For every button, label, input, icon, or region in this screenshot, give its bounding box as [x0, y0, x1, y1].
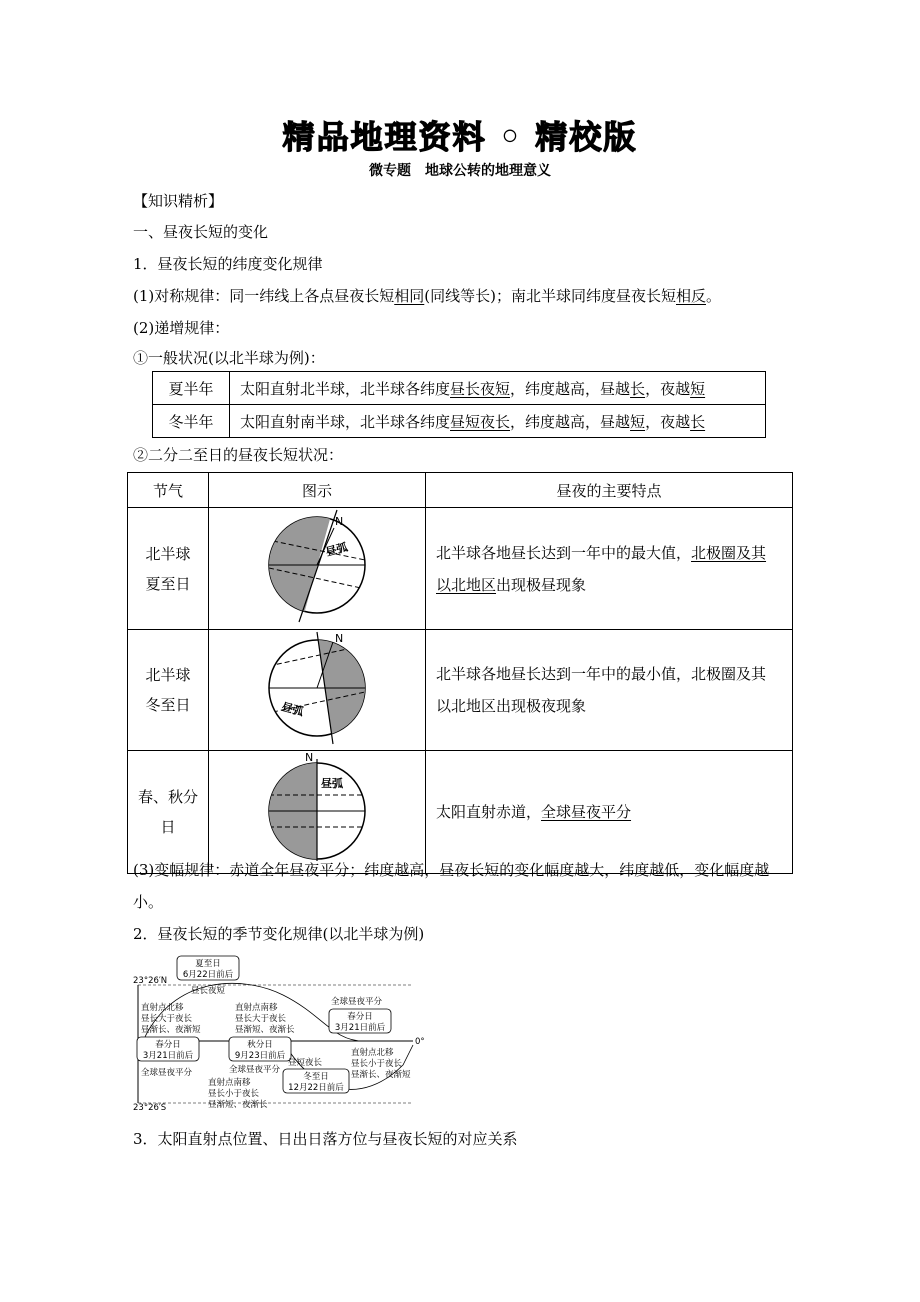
svg-text:春分日: 春分日 — [347, 1012, 373, 1022]
lat-north-label: 23°26′N — [133, 976, 168, 986]
svg-text:春分日: 春分日 — [155, 1040, 181, 1050]
heading-1: 一、昼夜长短的变化 — [133, 223, 269, 241]
svg-text:3月21日前后: 3月21日前后 — [142, 1051, 194, 1061]
heading-1-3: 3．太阳直射点位置、日出日落方位与昼夜长短的对应关系 — [133, 1130, 518, 1148]
table-row: 春、秋分 日 N 昼弧 太阳直射赤道，全球昼夜平分 — [128, 751, 793, 874]
svg-text:全球昼夜平分: 全球昼夜平分 — [229, 1065, 281, 1075]
table-row: 夏半年 太阳直射北半球，北半球各纬度昼长夜短，纬度越高，昼越长，夜越短 — [153, 372, 766, 405]
rule-amplitude: (3)变幅规律：赤道全年昼夜平分；纬度越高，昼夜长短的变化幅度越大，纬度越低，变化幅度越小。 — [133, 861, 770, 911]
section-tag: 【知识精析】 — [133, 192, 224, 210]
seasonal-diagram — [133, 955, 433, 1113]
general-case: ①一般状况(以北半球为例)： — [133, 349, 325, 367]
svg-text:昼长小于夜长: 昼长小于夜长 — [208, 1089, 260, 1099]
table-header: 节气 图示 昼夜的主要特点 — [128, 473, 793, 508]
svg-text:直射点北移: 直射点北移 — [351, 1048, 394, 1058]
svg-text:昼长小于夜长: 昼长小于夜长 — [351, 1059, 403, 1069]
summer-solstice-globe — [209, 508, 425, 625]
svg-text:昼短夜长: 昼短夜长 — [288, 1058, 323, 1068]
winter-solstice-globe — [209, 630, 425, 746]
day-arc-label: 昼弧 — [321, 777, 343, 790]
svg-text:直射点南移: 直射点南移 — [208, 1078, 251, 1088]
svg-text:冬至日: 冬至日 — [303, 1072, 329, 1082]
half-year-table — [152, 371, 766, 438]
banner-title: 精品地理资料 • 精校版 — [282, 118, 638, 156]
table-row: 北半球 冬至日 N 昼弧 北半球各地昼长达到一年中的最小值，北极圈及其 以北地区出现极夜现象 — [128, 630, 793, 751]
equator-label: 0° — [415, 1037, 425, 1047]
svg-text:直射点北移: 直射点北移 — [141, 1003, 184, 1013]
equinox-globe — [209, 751, 425, 869]
north-label: N — [335, 632, 344, 645]
svg-text:秋分日: 秋分日 — [247, 1040, 273, 1050]
solstice-intro: ②二分二至日的昼夜长短状况： — [133, 446, 344, 464]
svg-text:12月22日前后: 12月22日前后 — [288, 1083, 344, 1093]
heading-1-2: 2．昼夜长短的季节变化规律(以北半球为例) — [133, 925, 425, 943]
day-arc-label: 昼弧 — [280, 700, 305, 719]
page-title: 微专题 地球公转的地理意义 — [369, 163, 551, 179]
heading-1-1: 1．昼夜长短的纬度变化规律 — [133, 255, 323, 273]
svg-text:昼渐短、夜渐长: 昼渐短、夜渐长 — [208, 1100, 268, 1110]
svg-text:6月22日前后: 6月22日前后 — [182, 970, 234, 980]
north-label: N — [305, 751, 314, 764]
svg-text:全球昼夜平分: 全球昼夜平分 — [331, 997, 383, 1007]
svg-text:昼长大于夜长: 昼长大于夜长 — [141, 1014, 193, 1024]
svg-text:昼长大于夜长: 昼长大于夜长 — [235, 1014, 287, 1024]
lat-south-label: 23°26′S — [133, 1103, 167, 1113]
rule-symmetry: (1)对称规律：同一纬线上各点昼夜长短相同(同线等长)；南北半球同纬度昼夜长短相反。 — [133, 287, 722, 305]
rule-increase: (2)递增规律： — [133, 319, 230, 337]
svg-text:全球昼夜平分: 全球昼夜平分 — [141, 1068, 193, 1078]
north-label: N — [335, 515, 344, 528]
svg-text:直射点南移: 直射点南移 — [235, 1003, 278, 1013]
svg-text:昼长夜短: 昼长夜短 — [190, 986, 226, 996]
svg-text:3月21日前后: 3月21日前后 — [334, 1023, 386, 1033]
svg-text:昼渐长、夜渐短: 昼渐长、夜渐短 — [351, 1070, 411, 1080]
svg-text:昼渐短、夜渐长: 昼渐短、夜渐长 — [235, 1025, 295, 1035]
svg-text:夏至日: 夏至日 — [195, 959, 221, 969]
solstice-table — [127, 472, 793, 874]
table-row: 冬半年 太阳直射南半球，北半球各纬度昼短夜长，纬度越高，昼越短，夜越长 — [153, 405, 766, 438]
svg-text:9月23日前后: 9月23日前后 — [234, 1051, 286, 1061]
day-arc-label: 昼弧 — [324, 540, 350, 559]
table-row: 北半球 夏至日 N 昼弧 北半球各地昼长达到一年中的最大值，北极圈及其 以北地区出现极昼现象 — [128, 508, 793, 630]
svg-text:昼渐长、夜渐短: 昼渐长、夜渐短 — [141, 1025, 201, 1035]
